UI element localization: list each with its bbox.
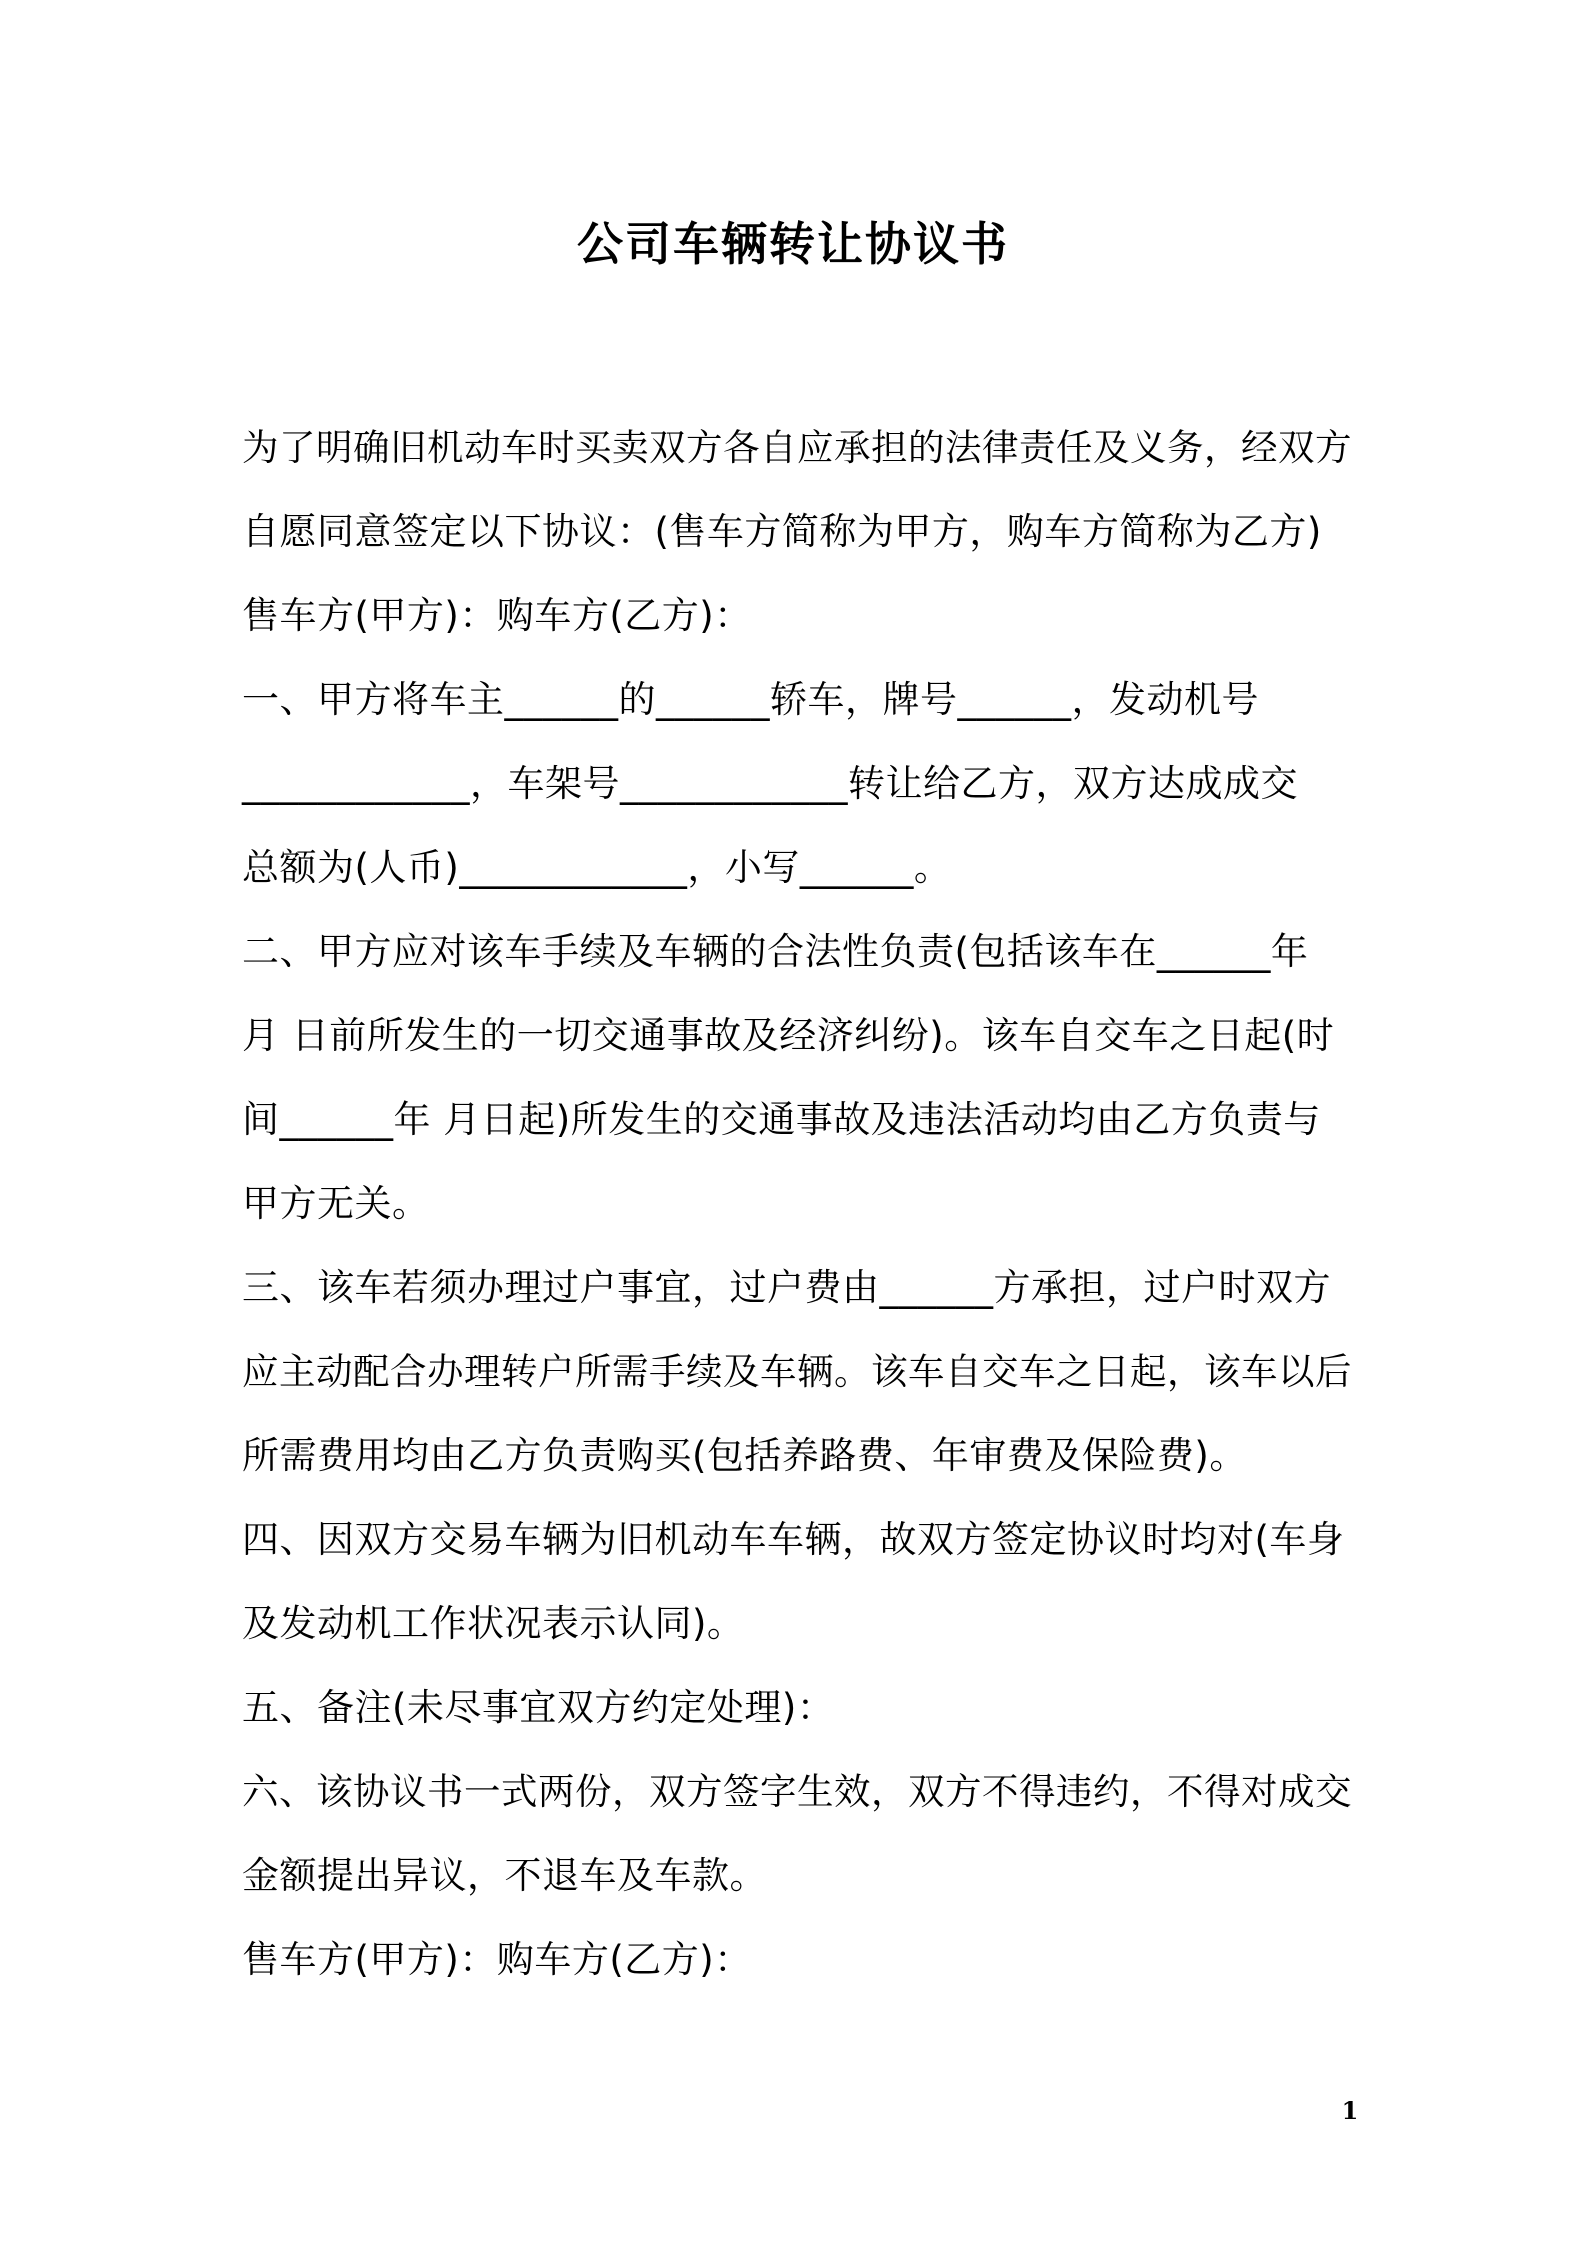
- paragraph-line-6: 总额为(人币)____________，小写______。: [242, 846, 952, 889]
- paragraph-line-9: 间______年 月日起)所发生的交通事故及违法活动均由乙方负责与: [242, 1098, 1321, 1141]
- paragraph-line-3: 售车方(甲方)：购车方(乙方)：: [242, 594, 752, 637]
- paragraph-line-5: ____________，车架号____________转让给乙方，双方达成成交: [242, 762, 1298, 805]
- paragraph-line-10: 甲方无关。: [242, 1182, 430, 1225]
- paragraph-line-14: 四、因双方交易车辆为旧机动车车辆，故双方签定协议时均对(车身: [242, 1518, 1345, 1561]
- paragraph-line-7: 二、甲方应对该车手续及车辆的合法性负责(包括该车在______年: [242, 930, 1309, 973]
- paragraph-line-2: 自愿同意签定以下协议：(售车方简称为甲方，购车方简称为乙方): [242, 510, 1322, 553]
- paragraph-line-4: 一、甲方将车主______的______轿车，牌号______，发动机号: [242, 678, 1259, 721]
- paragraph-line-18: 金额提出异议，不退车及车款。: [242, 1854, 767, 1897]
- paragraph-line-16: 五、备注(未尽事宜双方约定处理)：: [242, 1686, 835, 1729]
- paragraph-line-8: 月 日前所发生的一切交通事故及经济纠纷)。该车自交车之日起(时: [242, 1014, 1335, 1057]
- page-number: 1: [1341, 2096, 1359, 2125]
- paragraph-line-17: 六、该协议书一式两份，双方签字生效，双方不得违约，不得对成交: [242, 1770, 1352, 1813]
- paragraph-line-15: 及发动机工作状况表示认同)。: [242, 1602, 745, 1645]
- paragraph-line-13: 所需费用均由乙方负责购买(包括养路费、年审费及保险费)。: [242, 1434, 1247, 1477]
- paragraph-line-11: 三、该车若须办理过户事宜，过户费由______方承担，过户时双方: [242, 1266, 1331, 1309]
- paragraph-line-12: 应主动配合办理转户所需手续及车辆。该车自交车之日起，该车以后: [242, 1350, 1352, 1393]
- document-body: [242, 406, 1354, 2002]
- paragraph-line-1: 为了明确旧机动车时买卖双方各自应承担的法律责任及义务，经双方: [242, 426, 1352, 469]
- paragraph-line-19: 售车方(甲方)：购车方(乙方)：: [242, 1938, 752, 1981]
- document-title: 公司车辆转让协议书: [577, 217, 1009, 271]
